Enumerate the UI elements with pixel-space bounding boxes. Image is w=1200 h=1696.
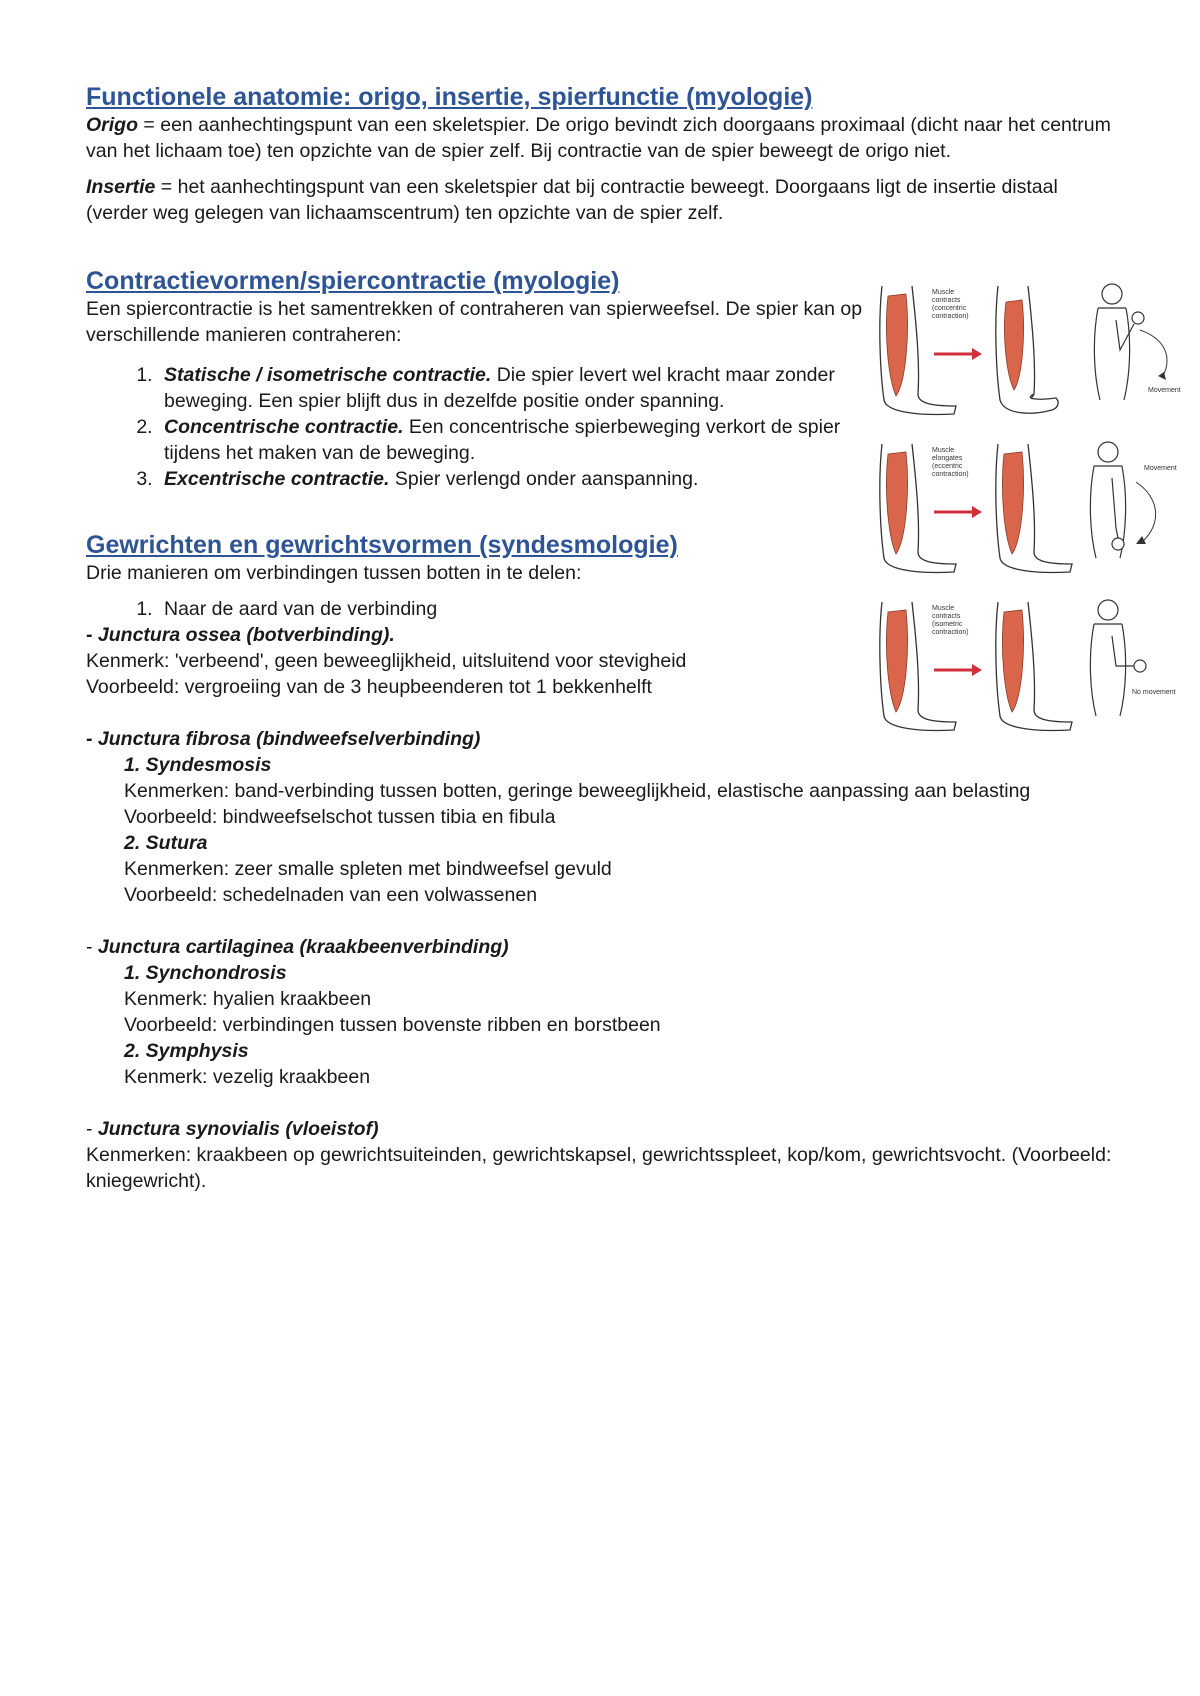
synchondrosis-voorbeeld: Voorbeeld: verbindingen tussen bovenste ribben en borstbeen [124,1014,661,1036]
gewrichten-intro: Drie manieren om verbindingen tussen botten in te delen: [86,562,582,584]
figure-label: contracts [932,297,961,304]
ossea-title: - Junctura ossea (botverbinding). [86,624,395,646]
list-item [158,414,870,466]
sutura-kenmerken: Kenmerken: zeer smalle spleten met bindweefsel gevuld [124,858,612,880]
synchondrosis-kenmerk: Kenmerk: hyalien kraakbeen [124,988,372,1010]
contractie-intro: Een spiercontractie is het samentrekken of contraheren van spierweefsel. De spier kan op verschillende manieren contraheren: [86,298,863,346]
contraction-figure-svg [872,280,1190,754]
list-item [158,362,870,414]
list-item-term: Statische / isometrische contractie. [164,364,492,386]
figure-label: (eccentric [932,463,963,470]
origo-paragraph [86,112,1116,164]
row-eccentric-label [932,447,969,478]
origo-term: Origo [86,114,138,136]
cartilaginea-title [86,934,1116,960]
figure-label: contraction) [932,629,969,636]
syndesmosis-heading: 1. Syndesmosis [124,754,272,776]
figure-label: Muscle [932,289,955,296]
figure-label: elongates [932,455,963,462]
figure-label: contraction) [932,313,969,320]
list-item-text: Die spier levert wel kracht maar zonder beweging. Een spier blijft dus in dezelfde positie onder spanning. [164,364,835,412]
movement-label: No movement [1132,689,1176,696]
figure-label: (isometric [932,621,963,628]
symphysis-kenmerk: Kenmerk: vezelig kraakbeen [124,1066,371,1088]
synchondrosis-heading: 1. Synchondrosis [124,962,287,984]
synovialis-title [86,1116,1116,1142]
list-item-text: Een concentrische spierbeweging verkort de spier tijdens het maken van de beweging. [164,416,841,464]
list-item-text: Spier verlengd onder aanspanning. [389,468,699,490]
insertie-paragraph [86,174,1116,226]
cartilaginea-title-text: Junctura cartilaginea (kraakbeenverbinding) [97,936,509,958]
insertie-term: Insertie [86,176,156,198]
heading-gewrichten: Gewrichten en gewrichtsvormen (syndesmologie) [86,531,678,559]
person-figure-icon [1094,284,1180,400]
ossea-kenmerk: Kenmerk: 'verbeend', geen beweeglijkheid, uitsluitend voor stevigheid [86,650,687,672]
movement-label: Movement [1148,387,1181,394]
arrow-icon [934,506,982,518]
insertie-text: = het aanhechtingspunt van een skeletspier dat bij contractie beweegt. Doorgaans ligt de insertie distaal (verder weg gelegen van lichaamscentrum) ten opzichte van de spier zelf. [86,176,1058,224]
row-isometric [880,600,1176,730]
syndesmosis-voorbeeld: Voorbeeld: bindweefselschot tussen tibia en fibula [124,806,556,828]
figure-label: contracts [932,613,961,620]
row-concentric-label [932,289,969,320]
list-item-term: Excentrische contractie. [164,468,390,490]
dash: - [86,1118,98,1140]
contraction-illustration [872,280,1190,754]
person-figure-icon [1090,442,1176,558]
origo-text: = een aanhechtingspunt van een skeletspier. De origo bevindt zich doorgaans proximaal (dicht naar het centrum van het lichaam toe) ten opzichte van de spier zelf. Bij contractie van de spier beweegt de origo niet. [86,114,1111,162]
list-item-term: Concentrische contractie. [164,416,404,438]
synovialis-text: Kenmerken: kraakbeen op gewrichtsuiteinden, gewrichtskapsel, gewrichtsspleet, kop/kom, gewrichtsvocht. (Voorbeeld: kniegewricht). [86,1144,1112,1192]
list-item: 1. Naar de aard van de verbinding [158,596,1116,622]
figure-label: (concentric [932,305,967,312]
list-item [158,466,870,492]
syndesmosis-kenmerken: Kenmerken: band-verbinding tussen botten, geringe beweeglijkheid, elastische aanpassing aan belasting [124,780,1031,802]
heading-contractievormen: Contractievormen/spiercontractie (myologie) [86,267,620,295]
row-isometric-label [932,605,969,636]
arrow-icon [934,348,982,360]
figure-label: Muscle [932,447,955,454]
figure-label: Muscle [932,605,955,612]
sutura-heading: 2. Sutura [124,832,208,854]
person-figure-icon [1090,600,1175,716]
heading-anatomie: Functionele anatomie: origo, insertie, spierfunctie (myologie) [86,83,813,111]
movement-label: Movement [1144,465,1177,472]
symphysis-heading: 2. Symphysis [124,1040,249,1062]
synovialis-title-text: Junctura synovialis (vloeistof) [97,1118,379,1140]
figure-label: contraction) [932,471,969,478]
contractie-list [86,362,870,492]
fibrosa-title: - Junctura fibrosa (bindweefselverbinding) [86,728,481,750]
arrow-icon [934,664,982,676]
sutura-voorbeeld: Voorbeeld: schedelnaden van een volwassenen [124,884,538,906]
ossea-voorbeeld: Voorbeeld: vergroeiing van de 3 heupbeenderen tot 1 bekkenhelft [86,676,652,698]
row-concentric [880,284,1181,414]
dash: - [86,936,98,958]
row-eccentric [880,442,1177,572]
